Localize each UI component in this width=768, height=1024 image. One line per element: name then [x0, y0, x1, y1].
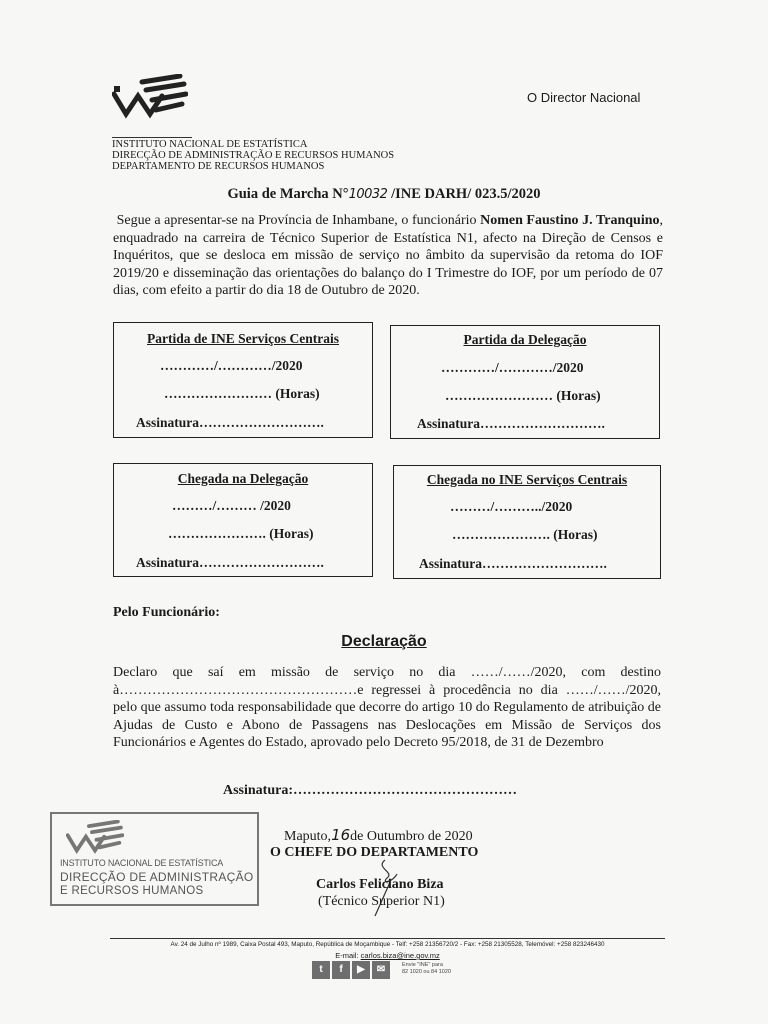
guia-suffix: /INE DARH/ 023.5/2020 [391, 186, 541, 202]
box-hours-field[interactable]: …………………… (Horas) [445, 388, 601, 403]
sms-icon[interactable]: ✉ [372, 961, 390, 979]
box-partida-ine [113, 322, 373, 438]
stamp-logo-icon [66, 820, 124, 858]
email-link[interactable]: carlos.biza@ine.gov.mz [360, 951, 440, 960]
guia-title [0, 186, 768, 203]
box-signature-field[interactable]: Assinatura………………………. [136, 555, 324, 570]
facebook-icon[interactable]: f [332, 961, 350, 979]
email-label: E-mail: [335, 951, 361, 960]
footer-address: Av. 24 de Julho nº 1989, Caixa Postal 493, Maputo, República de Moçambique - Telf: +258 21356720/2 - Fax: +258 21305528, Telemóvel: +258 823246430 [170, 941, 605, 948]
declaration-body: Declaro que saí em missão de serviço no dia ……/……/2020, com destino à……………………………………………e regressei à procedência no dia ……/……/2020, pelo que assumo toda responsabilidade que decorre do artigo 10 do Regulamento de atribuição de Ajudas de Custo e Abono de Passagens nas Deslocações em Missão de Serviços dos Funcionários e Agentes do Estado, aprovado pelo Decreto 95/2018, de 31 de Dezembro [113, 665, 661, 750]
box-signature-field[interactable]: Assinatura………………………. [417, 416, 605, 431]
box-hours-field[interactable]: …………………… (Horas) [164, 386, 320, 401]
box-date-field[interactable]: …………/…………/2020 [160, 358, 303, 373]
handwritten-day: 16 [331, 826, 351, 844]
date-rest: de Outumbro de 2020 [350, 829, 473, 844]
department-head-name: Carlos Feliciano Biza [316, 877, 444, 892]
department-head-role: O CHEFE DO DEPARTAMENTO [270, 845, 479, 860]
stamp-line: INSTITUTO NACIONAL DE ESTATÍSTICA [60, 858, 224, 868]
sms-info [402, 962, 451, 976]
institute-line: INSTITUTO NACIONAL DE ESTATÍSTICA [112, 139, 308, 150]
pelo-funcionario-label: Pelo Funcionário: [113, 605, 220, 620]
box-title: Partida da Delegação [463, 332, 587, 347]
box-signature-field[interactable]: Assinatura………………………. [136, 415, 324, 430]
social-icons [312, 961, 392, 979]
box-hours-field[interactable]: …………………. (Horas) [168, 526, 314, 541]
guia-prefix: Guia de Marcha N° [227, 186, 349, 202]
intro-paragraph [113, 212, 663, 300]
declaration-title: Declaração [341, 633, 427, 650]
box-title: Chegada no INE Serviços Centrais [426, 472, 628, 487]
box-chegada-ine [393, 465, 661, 579]
youtube-icon[interactable]: ▶ [352, 961, 370, 979]
place: Maputo, [284, 829, 332, 844]
box-title: Chegada na Delegação [177, 471, 309, 486]
institute-line: DEPARTAMENTO DE RECURSOS HUMANOS [112, 161, 325, 172]
stamp-line: E RECURSOS HUMANOS [60, 885, 204, 897]
employee-name: Nomen Faustino J. Tranquino [480, 213, 660, 228]
declaration-signature-field[interactable]: Assinatura:………………………………………… [223, 783, 518, 798]
twitter-icon[interactable]: t [312, 961, 330, 979]
ine-logo-icon [112, 74, 188, 124]
box-title: Partida de INE Serviços Centrais [147, 331, 339, 346]
footer-email-line [110, 951, 665, 960]
sms-line: 82 1020 ou 84 1020 [402, 969, 451, 975]
institute-block [112, 139, 394, 172]
footer-rule [110, 938, 665, 939]
stamp-line: DIRECÇÃO DE ADMINISTRAÇÃO [60, 870, 254, 884]
box-date-field[interactable]: ………/……… /2020 [172, 498, 291, 513]
box-partida-delegacao [390, 325, 660, 439]
box-date-field[interactable]: …………/…………/2020 [441, 360, 584, 375]
department-head-title: (Técnico Superior N1) [318, 894, 445, 909]
guia-handwritten-number: 10032 [348, 187, 388, 202]
box-signature-field[interactable]: Assinatura………………………. [419, 556, 607, 571]
institute-rule [112, 137, 192, 138]
institute-line: DIRECÇÃO DE ADMINISTRAÇÃO E RECURSOS HUMANOS [112, 150, 395, 161]
director-label: O Director Nacional [527, 90, 641, 105]
intro-part1: Segue a apresentar-se na Província de Inhambane, o funcionário [116, 213, 481, 228]
intro-part2: , enquadrado na carreira de Técnico Superior de Estatística N1, afecto na Direção de Censos e Inquéritos, que se desloca em missão de serviço no âmbito da supervisão da retoma do IOF 2019/20 e disseminação das orientações do balanço do I Trimestre do IOF, por um período de 07 dias, com efeito a partir do dia 18 de Outubro de 2020. [113, 213, 663, 298]
place-date [284, 826, 473, 845]
sms-line: Envie "INE" para [402, 962, 443, 968]
department-stamp [50, 812, 259, 906]
box-date-field[interactable]: ………/………../2020 [450, 499, 573, 514]
box-chegada-delegacao [113, 463, 373, 577]
box-hours-field[interactable]: …………………. (Horas) [452, 527, 598, 542]
